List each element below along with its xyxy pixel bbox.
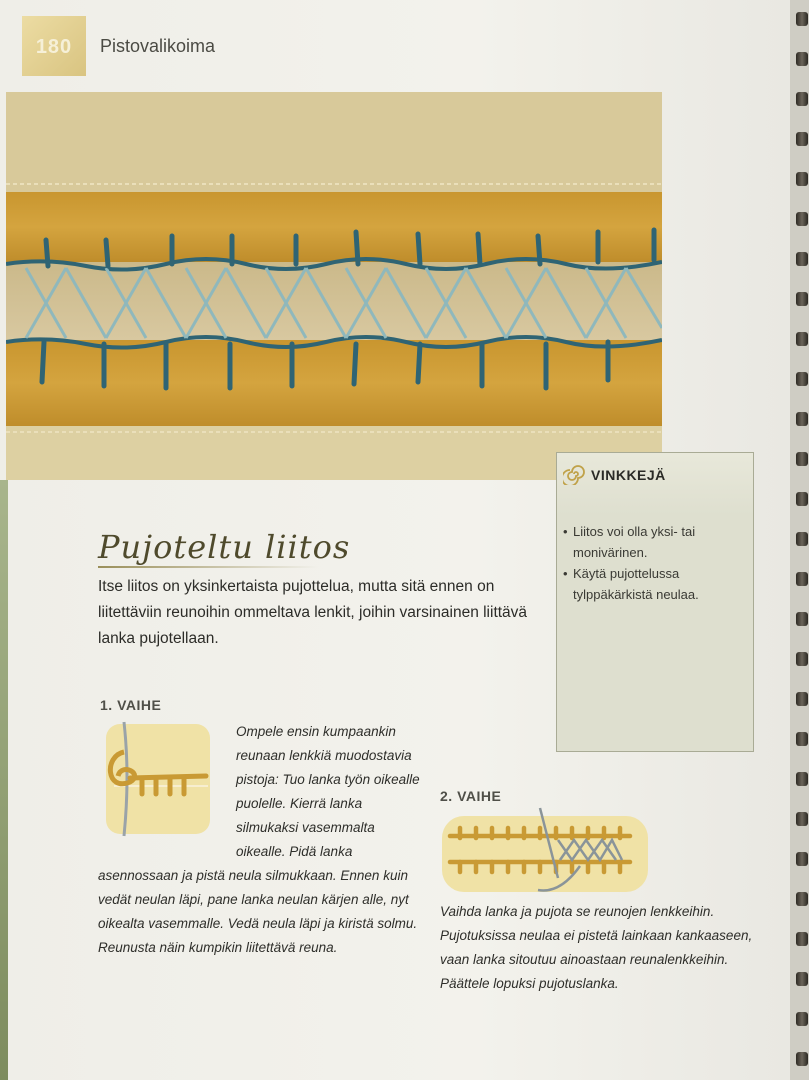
tips-title: VINKKEJÄ — [591, 467, 666, 483]
heading-underline — [98, 566, 318, 568]
binding-coil — [796, 132, 808, 146]
page-number-tab — [22, 16, 86, 76]
binding-coil — [796, 172, 808, 186]
step-2-text: Vaihda lanka ja pujota se reunojen lenkkeihin. Pujotuksissa neulaa ei pistetä lainkaan kankaaseen, vaan lanka sitoutuu ainoastaan reunalenkkeihin. Päättele lopuksi pujotuslanka. — [440, 904, 753, 991]
article-intro: Itse liitos on yksinkertaista pujottelua, mutta sitä ennen on liitettäviin reunoihin ommeltava lenkit, joihin varsinainen liittävä lanka pujotellaan. — [98, 578, 528, 647]
page-edge — [0, 480, 8, 1080]
tip-item: • Liitos voi olla yksi- tai monivärinen. — [563, 521, 749, 563]
binding-coil — [796, 852, 808, 866]
binding-coil — [796, 532, 808, 546]
binding-coil — [796, 932, 808, 946]
binding-coil — [796, 452, 808, 466]
spiral-icon — [563, 463, 585, 490]
step-2-label: 2. VAIHE — [440, 788, 502, 804]
binding-coil — [796, 92, 808, 106]
tips-header — [557, 453, 753, 515]
article-heading: Pujoteltu liitos — [98, 528, 351, 566]
binding-coil — [796, 492, 808, 506]
tip-item: • Käytä pujottelussa tylppäkärkistä neulaa. — [563, 563, 749, 605]
binding-coil — [796, 372, 808, 386]
binding-coil — [796, 652, 808, 666]
step-1-text — [98, 720, 428, 960]
binding-coil — [796, 412, 808, 426]
binding-coil — [796, 52, 808, 66]
binding-coil — [796, 572, 808, 586]
step-1-label: 1. VAIHE — [100, 697, 162, 713]
page-number: 180 — [35, 36, 73, 58]
running-header: Pistovalikoima — [100, 36, 216, 56]
binding-coil — [796, 332, 808, 346]
tips-box — [556, 452, 754, 752]
binding-coil — [796, 612, 808, 626]
stitch-photo — [6, 92, 662, 480]
illustration-spacer — [98, 720, 236, 864]
binding-coil — [796, 732, 808, 746]
binding-coil — [796, 812, 808, 826]
step-1-description: Ompele ensin kumpaankin reunaan lenkkiä muodostavia pistoja: Tuo lanka työn oikealle puolelle. Kierrä lanka silmukaksi vasemmalta oikealle. Pidä lanka asennossaan ja pistä neula silmukkaan. Ennen kuin vedät neulan läpi, pane lanka neulan kärjen alle, nyt oikealta vasemmalle. Vedä neula läpi ja kiristä solmu. Reunusta näin kumpikin liitettävä reuna. — [98, 724, 420, 955]
binding-coil — [796, 12, 808, 26]
binding-coil — [796, 972, 808, 986]
stitch-photo-illustration — [6, 92, 662, 480]
binding-coil — [796, 1012, 808, 1026]
binding-coil — [796, 692, 808, 706]
binding-coil — [796, 772, 808, 786]
step-2-illustration — [440, 806, 650, 903]
binding-coil — [796, 292, 808, 306]
binding-coil — [796, 252, 808, 266]
binding-coil — [796, 212, 808, 226]
tips-list — [563, 521, 749, 605]
binding-coil — [796, 1052, 808, 1066]
binding-coil — [796, 892, 808, 906]
